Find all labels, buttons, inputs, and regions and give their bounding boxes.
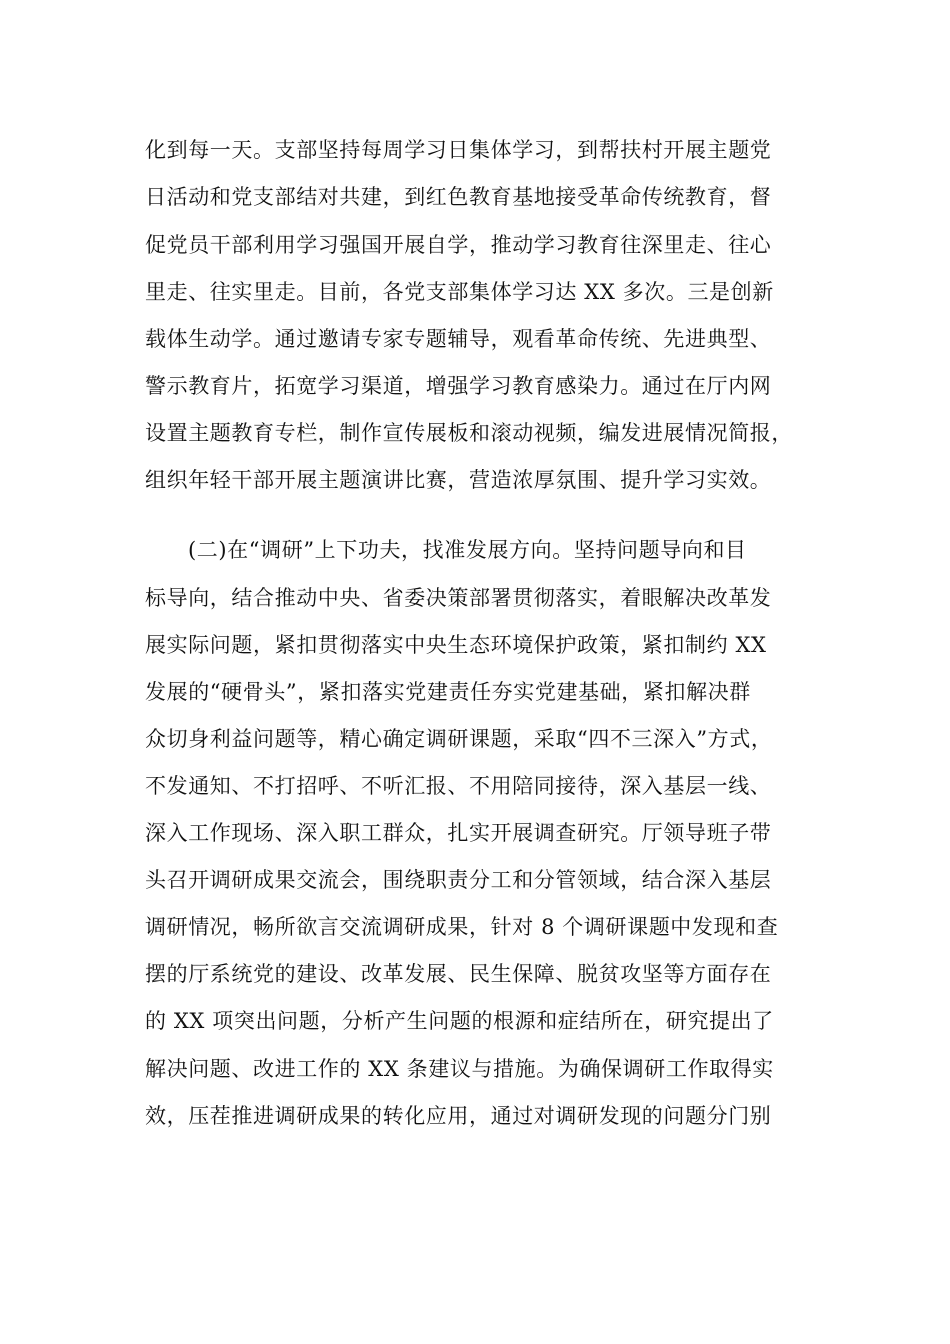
paragraph-2-line-7: 深入工作现场、深入职工群众，扎实开展调查研究。厅领导班子带 — [145, 821, 772, 845]
paragraph-1-line-5: 载体生动学。通过邀请专家专题辅导，观看革命传统、先进典型、 — [145, 327, 772, 351]
paragraph-1-line-7: 设置主题教育专栏，制作宣传展板和滚动视频，编发进展情况简报， — [145, 421, 793, 445]
paragraph-2-line-4: 发展的“硬骨头”，紧扣落实党建责任夯实党建基础，紧扣解决群 — [145, 680, 751, 704]
paragraph-2-line-3: 展实际问题，紧扣贯彻落实中央生态环境保护政策，紧扣制约 XX — [145, 633, 767, 657]
paragraph-2-line-13: 效，压茬推进调研成果的转化应用，通过对调研发现的问题分门别 — [145, 1104, 772, 1128]
paragraph-1-line-1: 化到每一天。支部坚持每周学习日集体学习，到帮扶村开展主题党 — [145, 138, 772, 162]
paragraph-2-line-6: 不发通知、不打招呼、不听汇报、不用陪同接待，深入基层一线、 — [145, 774, 772, 798]
paragraph-2-line-5: 众切身利益问题等，精心确定调研课题，采取“四不三深入”方式， — [145, 727, 773, 751]
paragraph-2-line-11: 的 XX 项突出问题，分析产生问题的根源和症结所在，研究提出了 — [145, 1009, 774, 1033]
paragraph-1-line-4: 里走、往实里走。目前，各党支部集体学习达 XX 多次。三是创新 — [145, 280, 774, 304]
paragraph-1-line-8: 组织年轻干部开展主题演讲比赛，营造浓厚氛围、提升学习实效。 — [145, 468, 772, 492]
paragraph-2-line-8: 头召开调研成果交流会，围绕职责分工和分管领域，结合深入基层 — [145, 868, 772, 892]
paragraph-2-line-9: 调研情况，畅所欲言交流调研成果，针对 8 个调研课题中发现和查 — [145, 915, 779, 939]
paragraph-2-line-10: 摆的厅系统党的建设、改革发展、民生保障、脱贫攻坚等方面存在 — [145, 962, 772, 986]
paragraph-2-line-12: 解决问题、改进工作的 XX 条建议与措施。为确保调研工作取得实 — [145, 1057, 774, 1081]
paragraph-1-line-2: 日活动和党支部结对共建，到红色教育基地接受革命传统教育，督 — [145, 185, 772, 209]
paragraph-1-line-3: 促党员干部利用学习强国开展自学，推动学习教育往深里走、往心 — [145, 233, 772, 257]
paragraph-1-line-6: 警示教育片，拓宽学习渠道，增强学习教育感染力。通过在厅内网 — [145, 374, 772, 398]
paragraph-2-line-1: (二)在“调研”上下功夫，找准发展方向。坚持问题导向和目 — [188, 538, 747, 562]
paragraph-2-line-2: 标导向，结合推动中央、省委决策部署贯彻落实，着眼解决改革发 — [145, 586, 772, 610]
